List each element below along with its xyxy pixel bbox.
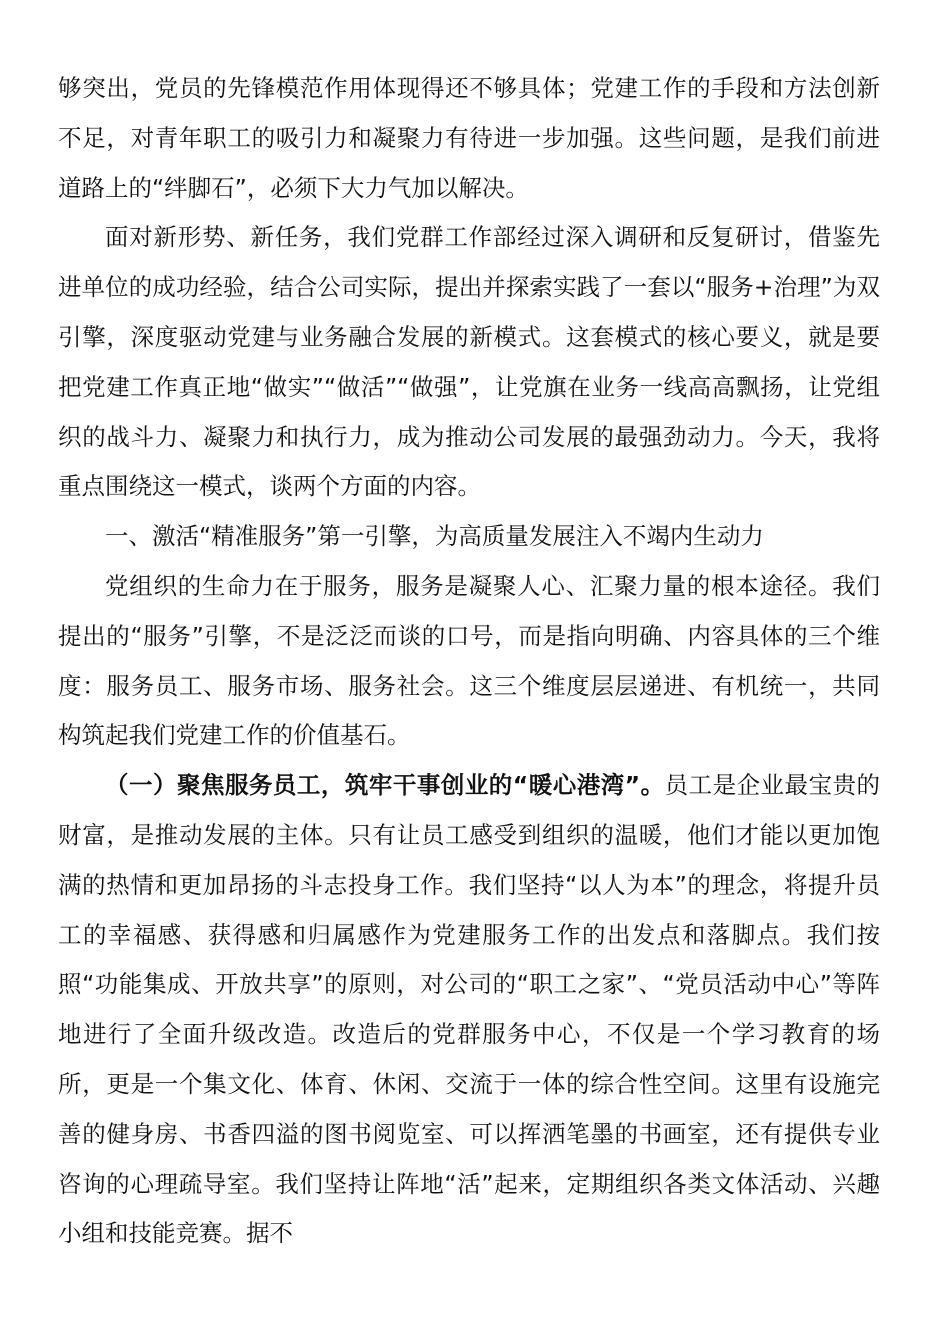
paragraph-text: 党组织的生命力在于服务，服务是凝聚人心、汇聚力量的根本途径。我们提出的“服务”引擎，不是泛泛而谈的口号，而是指向明确、内容具体的三个维度：服务员工、服务市场、服务社会。这三个维度层层递进、有机统一，共同构筑起我们党建工作的价值基石。 bbox=[58, 571, 880, 750]
paragraph-text: 员工是企业最宝贵的财富，是推动发展的主体。只有让员工感受到组织的温暖，他们才能以更加饱满的热情和更加昂扬的斗志投身工作。我们坚持“以人为本”的理念，将提升员工的幸福感、获得感和归属感作为党建服务工作的出发点和落脚点。我们按照“功能集成、开放共享”的原则，对公司的“职工之家”、“党员活动中心”等阵地进行了全面升级改造。改造后的党群服务中心，不仅是一个学习教育的场所，更是一个集文化、体育、休闲、交流于一体的综合性空间。这里有设施完善的健身房、书香四溢的图书阅览室、可以挥洒笔墨的书画室，还有提供专业咨询的心理疏导室。我们坚持让阵地“活”起来，定期组织各类文体活动、兴趣小组和技能竞赛。据不 bbox=[58, 771, 881, 1248]
paragraph-problems-continued bbox=[58, 64, 880, 213]
heading-text: 一、激活“精准服务”第一引擎，为高质量发展注入不竭内生动力 bbox=[105, 522, 764, 551]
paragraph-text: 够突出，党员的先锋模范作用体现得还不够具体；党建工作的手段和方法创新不足，对青年职工的吸引力和凝聚力有待进一步加强。这些问题，是我们前进道路上的“绊脚石”，必须下大力气加以解决。 bbox=[58, 74, 880, 202]
document-body bbox=[58, 64, 880, 1259]
paragraph-serve-employees bbox=[58, 761, 880, 1259]
paragraph-new-model bbox=[58, 213, 880, 512]
section-heading-one bbox=[58, 512, 880, 562]
paragraph-service-engine bbox=[58, 562, 880, 761]
subheading-lead: （一）聚焦服务员工，筑牢干事创业的“暖心港湾”。 bbox=[105, 771, 665, 800]
paragraph-text: 面对新形势、新任务，我们党群工作部经过深入调研和反复研讨，借鉴先进单位的成功经验，结合公司实际，提出并探索实践了一套以“服务+治理”为双引擎，深度驱动党建与业务融合发展的新模式。这套模式的核心要义，就是要把党建工作真正地“做实”“做活”“做强”，让党旗在业务一线高高飘扬，让党组织的战斗力、凝聚力和执行力，成为推动公司发展的最强劲动力。今天，我将重点围绕这一模式，谈两个方面的内容。 bbox=[58, 223, 880, 501]
